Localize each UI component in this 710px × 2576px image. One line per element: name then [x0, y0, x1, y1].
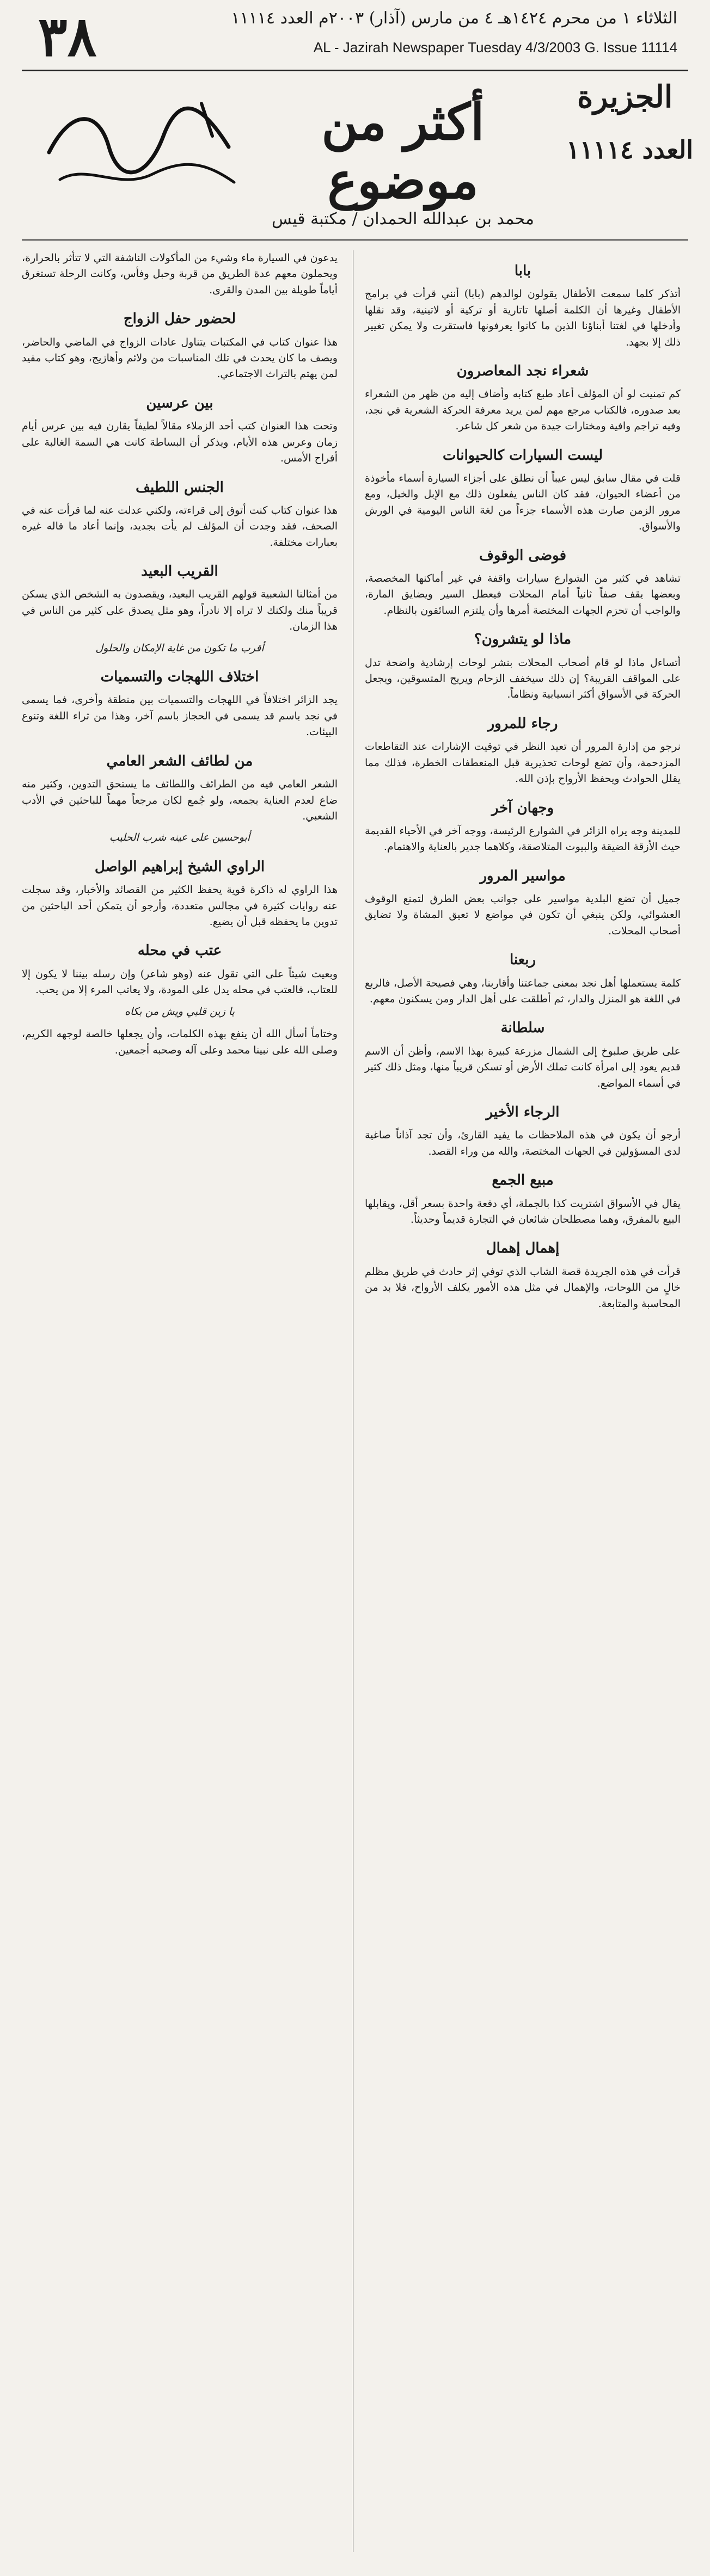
- section-heading: سلطانة: [500, 1020, 545, 1037]
- section-heading: بابا: [514, 263, 531, 279]
- section-heading: ماذا لو يتشرون؟: [474, 631, 572, 648]
- header-divider: [22, 239, 688, 241]
- section-heading: بين عرسين: [146, 395, 213, 411]
- page-number: ٣٨: [38, 4, 97, 69]
- section-heading: من لطائف الشعر العامي: [106, 753, 253, 769]
- article-paragraph: من أمثالنا الشعبية قولهم القريب البعيد، ويقصدون به الشخص الذي يسكن قريباً منك ولكنك لا تراه إلا نادراً، وهو مثل يصدق على كثير من الناس في هذا الزمان.: [22, 588, 338, 633]
- masthead-arabic-date: الثلاثاء ١ من محرم ١٤٢٤هـ ٤ من مارس (آذار) ٢٠٠٣م العدد ١١١١٤: [231, 9, 677, 28]
- article-paragraph: كلمة يستعملها أهل نجد بمعنى جماعتنا وأقاربنا، وهي فصيحة الأصل، فالربع في اللغة هو المنزل والدار، ثم أطلقت على أهل الدار ومن يسكنون معهم.: [365, 977, 681, 1006]
- article-paragraph: يقال في الأسواق اشتريت كذا بالجملة، أي دفعة واحدة بسعر أقل، ويقابلها البيع بالمفرق، وهما مصطلحان شائعان في التجارة قديماً وحديثاً.: [365, 1197, 681, 1225]
- section-heading: الرجاء الأخير: [486, 1104, 560, 1121]
- section-heading: الجنس اللطيف: [136, 479, 224, 496]
- section-heading: فوضى الوقوف: [479, 547, 567, 564]
- article-paragraph: كم تمنيت لو أن المؤلف أعاد طبع كتابه وأضاف إليه من ظهر من الشعراء بعد صدوره، فالكتاب مرجع مهم لمن يريد معرفة الحركة الشعرية في نجد، وفيه تراجم وافية ومختارات جيدة من شعر كل شاعر.: [365, 388, 681, 433]
- article-paragraph: نرجو من إدارة المرور أن تعيد النظر في توقيت الإشارات عند التقاطعات المزدحمة، وأن تضع لوحات تحذيرية قبل المنعطفات الخطرة، فذلك مما يقلل الحوادث ويحفظ الأرواح بإذن الله.: [365, 741, 681, 785]
- section-heading: عتب في محله: [137, 942, 222, 959]
- poem-verse: يا زين قلبي ويش من بكاه: [125, 1005, 235, 1018]
- section-heading: إهمال إهمال: [486, 1240, 560, 1257]
- article-paragraph: جميل أن تضع البلدية مواسير على جوانب بعض الطرق لتمنع الوقوف العشوائي، ولكن ينبغي أن تكون في مواضع لا تعيق المشاة ولا تضايق أصحاب المحلات.: [365, 893, 681, 937]
- poem-verse: أقرب ما تكون من غاية الإمكان والحلول: [95, 642, 264, 654]
- issue-label: العدد ١١١١٤: [566, 135, 694, 164]
- article-paragraph: هذا عنوان كتاب كنت أتوق إلى قراءته، ولكني عدلت عنه لما قرأت عنه في الصحف، فقد وجدت أن المؤلف لم يأت بجديد، وإنما أعاد ما قاله غيره بعبارات مختلفة.: [22, 504, 338, 549]
- article-paragraph: هذا الراوي له ذاكرة قوية يحفظ الكثير من القصائد والأخبار، وقد سجلت عنه روايات كثيرة في مجالس متعددة، وأرجو أن يتمكن أحد الباحثين من تدوين ما يحفظه قبل أن يضيع.: [22, 884, 338, 928]
- section-heading: رجاء للمرور: [487, 715, 558, 732]
- masthead-english-date: AL - Jazirah Newspaper Tuesday 4/3/2003 G. Issue 11114: [313, 39, 677, 56]
- handwritten-note-graphic: [38, 87, 245, 201]
- article-paragraph: وتحت هذا العنوان كتب أحد الزملاء مقالاً لطيفاً يقارن فيه بين عرس أيام زمان وعرس هذه الأيام، ويذكر أن البساطة كانت هي السمة الغالبة على أفراح الأمس.: [22, 420, 338, 465]
- article-paragraph: أتساءل ماذا لو قام أصحاب المحلات بنشر لوحات إرشادية واضحة تدل على المواقف القريبة؟ إن ذلك سيخفف الزحام ويريح المتسوقين، ويجعل الحركة في الأسواق أكثر انسيابية ونظاماً.: [365, 656, 681, 701]
- section-heading: لحضور حفل الزواج: [123, 311, 236, 328]
- article-paragraph: على طريق صلبوخ إلى الشمال مزرعة كبيرة بهذا الاسم، وأظن أن الاسم قديم يعود إلى امرأة كانت تملك الأرض أو تسكن قريباً منها، ومثل ذلك كثير في أسماء المواضع.: [365, 1045, 681, 1089]
- article-paragraph: يدعون في السيارة ماء وشيء من المأكولات الناشفة التي لا تتأثر بالحرارة، ويحملون معهم عدة الطريق من قربة وحبل وفأس، وكانت الرحلة تستغرق أياماً طويلة بين المدن والقرى.: [22, 252, 338, 296]
- left-column: [22, 250, 338, 1064]
- section-heading: وجهان آخر: [491, 799, 554, 816]
- article-paragraph: للمدينة وجه يراه الزائر في الشوارع الرئيسة، ووجه آخر في الأحياء القديمة حيث الأزقة الضيقة والبيوت المتلاصقة، وكلاهما جدير بالعناية والاهتمام.: [365, 824, 681, 853]
- section-heading: اختلاف اللهجات والتسميات: [100, 669, 259, 686]
- masthead-strip: [22, 4, 688, 71]
- article-paragraph: وختاماً أسأل الله أن ينفع بهذه الكلمات، وأن يجعلها خالصة لوجهه الكريم، وصلى الله على نبينا محمد وعلى آله وصحبه أجمعين.: [22, 1028, 338, 1056]
- section-heading: شعراء نجد المعاصرون: [456, 363, 589, 380]
- article-paragraph: قلت في مقال سابق ليس عيباً أن نطلق على أجزاء السيارة أسماء مأخوذة من أعضاء الحيوان، فقد كان الناس يفعلون ذلك مع الإبل والخيل، ومع مرور الزمن صارت هذه الأسماء جزءاً من لغة الناس اليومية في الورش والأسواق.: [365, 472, 681, 533]
- right-column: [365, 250, 681, 1317]
- poem-verse: أبوحسين على عينه شرب الحليب: [109, 831, 250, 844]
- article-paragraph: يجد الزائر اختلافاً في اللهجات والتسميات بين منطقة وأخرى، فما يسمى في نجد باسم قد يسمى في الحجاز باسم آخر، وهذا من ثراء اللغة وتنوع البيئات.: [22, 694, 338, 738]
- article-paragraph: أرجو أن يكون في هذه الملاحظات ما يفيد القارئ، وأن تجد آذاناً صاغية لدى المسؤولين في الجهات المختصة، والله من وراء القصد.: [365, 1129, 681, 1157]
- article-paragraph: هذا عنوان كتاب في المكتبات يتناول عادات الزواج في الماضي والحاضر، ويصف ما كان يحدث في تلك المناسبات من ولائم وأهازيج، وهو كتاب مفيد لمن يهتم بالتراث الاجتماعي.: [22, 336, 338, 380]
- article-paragraph: قرأت في هذه الجريدة قصة الشاب الذي توفي إثر حادث في طريق مظلم خالٍ من اللوحات، والإهمال في مثل هذه الأمور يكلف الأرواح، فلا بد من المحاسبة والمتابعة.: [365, 1265, 681, 1310]
- section-heading: ربعنا: [509, 952, 536, 969]
- section-heading: القريب البعيد: [141, 563, 218, 580]
- article-paragraph: وبعيث شيئاً على التي تقول عنه (وهو شاعر) وإن رسله بيننا لا يكون إلا للعتاب، فالعتب في محله يدل على المودة، ولا يعاتب المرء إلا من يحب.: [22, 967, 338, 996]
- article-paragraph: تشاهد في كثير من الشوارع سيارات واقفة في غير أماكنها المخصصة، وبعضها يقف صفاً ثانياً أمام المحلات فيعطل السير ويضايق المارة، والواجب أن تحزم الجهات المختصة أمرها وأن يلتزم السائقون بالنظام.: [365, 572, 681, 617]
- author-byline: محمد بن عبدالله الحمدان / مكتبة قيس: [272, 209, 534, 229]
- newspaper-name: الجزيرة: [577, 79, 673, 115]
- section-heading: ليست السيارات كالحيوانات: [442, 447, 603, 464]
- section-heading: الراوي الشيخ إبراهيم الواصل: [94, 858, 265, 875]
- section-heading: مبيع الجمع: [492, 1172, 554, 1189]
- article-paragraph: الشعر العامي فيه من الطرائف واللطائف ما يستحق التدوين، وكثير منه ضاع لعدم العناية بجمعه، ولو جُمع لكان مرجعاً مهماً للباحثين في الأدب الشعبي.: [22, 778, 338, 822]
- section-heading: مواسير المرور: [480, 867, 566, 884]
- article-title: أكثر من موضوع: [321, 93, 485, 210]
- article-paragraph: أتذكر كلما سمعت الأطفال يقولون لوالدهم (بابا) أنني قرأت في برامج الأطفال وغيرها أن الكلمة أصلها تاتارية أو تركية أو لاتينية، وقد نقلها وأدخلها في لغتنا أبناؤنا الذين ما كانوا يعرفونها فاستقرت ولا يمكن تغيير ذلك إلا بجهد.: [365, 288, 681, 348]
